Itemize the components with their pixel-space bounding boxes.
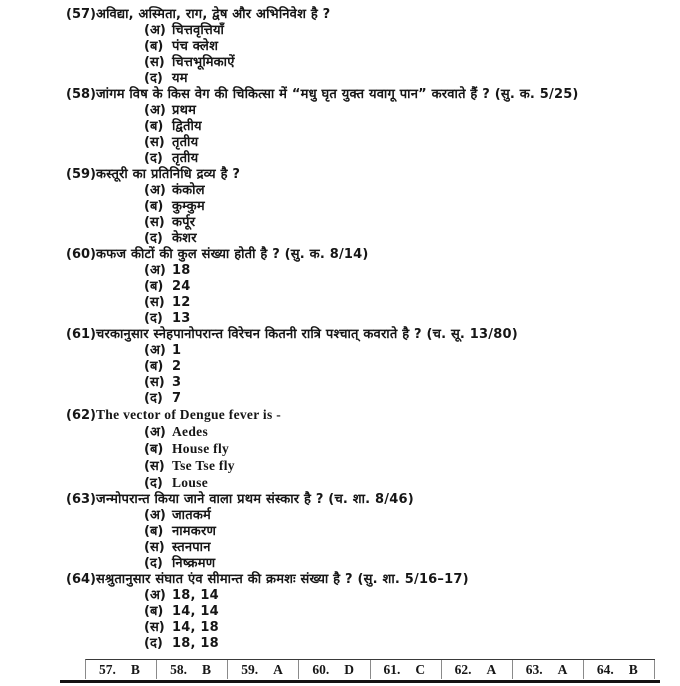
option-text: 18 <box>172 263 191 278</box>
option-text: Aedes <box>172 424 208 439</box>
answer-letter: B <box>202 661 212 677</box>
option-text: 14, 18 <box>172 620 219 635</box>
option-label: (अ) <box>144 343 166 358</box>
questions-container <box>0 7 680 652</box>
option-row <box>0 55 680 71</box>
option-label: (ब) <box>144 39 164 54</box>
answer-letter: A <box>273 661 283 677</box>
question-header <box>0 492 680 508</box>
option-text: 7 <box>172 391 182 406</box>
option-label: (अ) <box>144 23 166 38</box>
option-label: (स) <box>144 295 165 310</box>
question-block <box>0 247 680 327</box>
option-text: 2 <box>172 359 182 374</box>
option-row <box>0 199 680 215</box>
option-row <box>0 540 680 556</box>
option-row <box>0 71 680 87</box>
option-text: पंच क्लेश <box>172 39 219 54</box>
question-text: कफज कीटों की कुल संख्या होती है ? (सु. क. 8/14) <box>96 247 369 262</box>
question-block <box>0 87 680 167</box>
question-header <box>0 407 680 424</box>
option-label: (अ) <box>144 588 166 603</box>
option-row <box>0 458 680 475</box>
answer-question-number: 60. <box>312 661 330 677</box>
option-text: 18, 14 <box>172 588 219 603</box>
option-label: (द) <box>144 231 163 246</box>
answer-question-number: 64. <box>596 661 614 677</box>
option-row <box>0 183 680 199</box>
option-text: 3 <box>172 375 182 390</box>
question-text: The vector of Dengue fever is - <box>96 407 282 422</box>
option-text: 13 <box>172 311 191 326</box>
option-text: केशर <box>172 231 197 246</box>
option-row <box>0 604 680 620</box>
option-text: निष्क्रमण <box>172 556 216 571</box>
option-row <box>0 636 680 652</box>
answer-cell <box>442 660 513 679</box>
answer-question-number: 57. <box>99 661 116 677</box>
option-label: (स) <box>144 459 165 474</box>
answer-cell <box>86 660 157 679</box>
option-text: 14, 14 <box>172 604 219 619</box>
question-header <box>0 572 680 588</box>
option-label: (स) <box>144 215 165 230</box>
option-label: (ब) <box>144 604 164 619</box>
answer-key-strip <box>0 659 680 683</box>
answer-letter: A <box>557 661 568 677</box>
option-label: (द) <box>144 311 163 326</box>
option-row <box>0 475 680 492</box>
option-row <box>0 620 680 636</box>
answer-question-number: 59. <box>241 661 259 677</box>
bottom-rule <box>60 680 660 683</box>
option-text: यम <box>172 71 188 86</box>
question-header <box>0 327 680 343</box>
option-row <box>0 103 680 119</box>
option-text: नामकरण <box>172 524 217 539</box>
question-number: (59) <box>66 167 96 182</box>
question-header <box>0 87 680 103</box>
option-row <box>0 39 680 55</box>
question-header <box>0 167 680 183</box>
option-label: (द) <box>144 556 163 571</box>
option-text: House fly <box>172 441 230 456</box>
question-number: (58) <box>66 87 96 102</box>
question-text: कस्तूरी का प्रतिनिधि द्रव्य है ? <box>96 167 241 182</box>
option-label: (स) <box>144 55 165 70</box>
answer-question-number: 63. <box>525 661 543 677</box>
question-text: अविद्या, अस्मिता, राग, द्वेष और अभिनिवेश है ? <box>96 7 331 22</box>
option-label: (ब) <box>144 279 164 294</box>
option-row <box>0 151 680 167</box>
option-text: 18, 18 <box>172 636 219 651</box>
option-label: (द) <box>144 71 163 86</box>
option-row <box>0 279 680 295</box>
option-row <box>0 375 680 391</box>
option-text: स्तनपान <box>172 540 211 555</box>
answer-letter: D <box>344 661 354 677</box>
option-text: कुम्कुम <box>172 199 205 214</box>
option-row <box>0 588 680 604</box>
answer-letter: C <box>415 661 426 677</box>
option-row <box>0 135 680 151</box>
question-header <box>0 247 680 263</box>
answer-cell <box>371 660 442 679</box>
question-number: (62) <box>66 408 96 423</box>
option-label: (द) <box>144 151 163 166</box>
option-text: Louse <box>172 475 209 490</box>
answer-cell <box>228 660 299 679</box>
option-row <box>0 556 680 572</box>
option-text: Tse Tse fly <box>172 458 235 473</box>
answer-cell <box>157 660 228 679</box>
option-label: (द) <box>144 476 163 491</box>
option-label: (स) <box>144 135 165 150</box>
option-row <box>0 23 680 39</box>
option-label: (स) <box>144 375 165 390</box>
option-label: (स) <box>144 540 165 555</box>
option-label: (ब) <box>144 359 164 374</box>
option-text: चित्तवृत्तियाँ <box>172 23 225 38</box>
question-number: (61) <box>66 327 96 342</box>
option-text: 12 <box>172 295 191 310</box>
option-row <box>0 263 680 279</box>
option-row <box>0 508 680 524</box>
option-label: (स) <box>144 620 165 635</box>
option-row <box>0 391 680 407</box>
option-row <box>0 343 680 359</box>
answer-question-number: 58. <box>170 661 187 677</box>
option-row <box>0 231 680 247</box>
option-label: (ब) <box>144 119 164 134</box>
answer-cell <box>299 660 370 679</box>
answer-cell <box>584 660 655 679</box>
question-block <box>0 407 680 492</box>
option-label: (अ) <box>144 425 166 440</box>
question-number: (64) <box>66 572 96 587</box>
option-text: तृतीय <box>172 135 199 150</box>
option-row <box>0 311 680 327</box>
option-row <box>0 424 680 441</box>
option-row <box>0 359 680 375</box>
question-block <box>0 327 680 407</box>
option-label: (अ) <box>144 183 166 198</box>
question-text: सश्रुतानुसार संघात एंव सीमान्त की क्रमशः संख्या है ? (सु. शा. 5/16–17) <box>96 572 469 587</box>
option-text: प्रथम <box>172 103 197 118</box>
answer-letter: B <box>130 661 140 677</box>
question-block <box>0 167 680 247</box>
option-label: (ब) <box>144 199 164 214</box>
question-block <box>0 7 680 87</box>
option-row <box>0 215 680 231</box>
option-label: (ब) <box>144 442 164 457</box>
answer-question-number: 61. <box>383 661 401 677</box>
question-number: (57) <box>66 7 96 22</box>
option-label: (द) <box>144 636 163 651</box>
option-text: कंकोल <box>172 183 205 198</box>
answer-cell <box>513 660 584 679</box>
option-text: कर्पूर <box>172 215 196 230</box>
option-text: तृतीय <box>172 151 199 166</box>
option-text: चित्तभूमिकाऐं <box>172 55 235 70</box>
option-row <box>0 524 680 540</box>
question-header <box>0 7 680 23</box>
option-label: (अ) <box>144 103 166 118</box>
question-text: जांगम विष के किस वेग की चिकित्सा में “मधु घृत युक्त यवागू पान” करवाते हैं ? (सु. क. 5/25) <box>96 87 579 102</box>
option-label: (द) <box>144 391 163 406</box>
option-label: (अ) <box>144 263 166 278</box>
question-number: (63) <box>66 492 96 507</box>
option-text: 1 <box>172 343 182 358</box>
option-row <box>0 119 680 135</box>
answer-letter: A <box>486 661 497 677</box>
option-label: (ब) <box>144 524 164 539</box>
question-block <box>0 572 680 652</box>
option-row <box>0 441 680 458</box>
question-text: चरकानुसार स्नेहपानोपरान्त विरेचन कितनी रात्रि पश्चात् कवराते है ? (च. सू. 13/80) <box>96 327 518 342</box>
option-text: जातकर्म <box>172 508 211 523</box>
question-number: (60) <box>66 247 96 262</box>
option-text: 24 <box>172 279 191 294</box>
question-text: जन्मोपरान्त किया जाने वाला प्रथम संस्कार है ? (च. शा. 8/46) <box>96 492 414 507</box>
question-block <box>0 492 680 572</box>
option-label: (अ) <box>144 508 166 523</box>
option-text: द्वितीय <box>172 119 202 134</box>
option-row <box>0 295 680 311</box>
answer-letter: B <box>628 661 638 677</box>
answer-question-number: 62. <box>454 661 472 677</box>
answer-key-row <box>85 659 655 679</box>
